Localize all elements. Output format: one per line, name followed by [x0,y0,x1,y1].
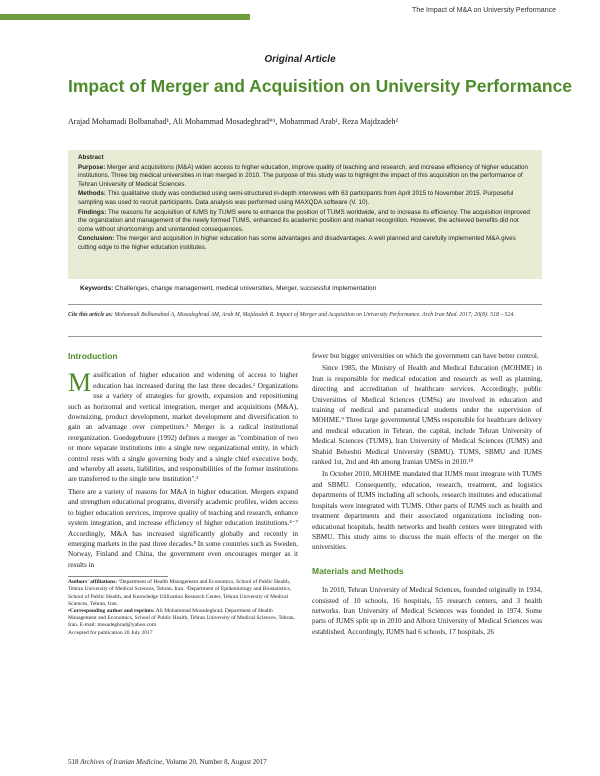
issue-info: Volume 20, Number 8, August 2017 [163,758,267,766]
abstract-conclusion [78,235,532,252]
right-paragraph-0: fewer but bigger universities on which the government can have better control. [312,352,539,360]
affiliations-label: Authors' affiliations: [68,579,118,586]
purpose-label: Purpose: [78,163,106,171]
running-head-bar [0,14,250,20]
abstract-purpose [78,164,532,190]
accepted-date: Accepted for publication 20 July 2017 [68,629,153,636]
corresponding-label: •Corresponding author and reprints: [68,607,155,614]
cite-label: Cite this article as: [68,312,113,318]
right-column [312,351,542,639]
findings-label: Findings: [78,208,107,216]
findings-text: The reasons for acquisition of IUMS by TUMS were to enhance the position of TUMS worldwide, and to increase its efficiency. The acquisition improved the organization and management of the newly formed TUMS, enhanced its academic position and market recognition. However, the achieved benefits did not come without shortcomings and unintended consequences. [78,208,530,233]
affiliation-rule [68,576,168,577]
abstract-box [68,150,542,279]
intro-p1-text: assification of higher education and widening of access to higher education has increased during the last three decades.¹ Organizations use a variety of strategies for growth, expansion and repositioning such as horizontal and vertical integration, merger and acquisitions (M&A), downsizing, product development, market development and diversification to gain an advantage over competitors.² Merger is a radical institutional reorganization. Goedegebuure (1992) defines a merger as "combination of two or more separate institutions into a single new organizational entity, in which control rests with a single governing body and a single chief executive body, and whereby all assets, liabilities, and responsibilities of the former institutions are transferred to the single new institution".³ [68,371,298,484]
methods-paragraph: In 2010, Tehran University of Medical Sciences, founded originally in 1934, consisted of 10 schools, 16 hospitals, 55 research centers, and 3 health networks. Iran University of Medical Sciences was founded in 1974. Some parts of IUMS split up in 2010 and Alborz University of Medical Sciences was established. Accordingly, IUMS had 6 schools, 17 hospitals, 26 [312,586,542,636]
running-head-text: The Impact of M&A on University Performance [412,7,556,14]
affiliations [68,579,298,637]
left-column [68,351,298,637]
article-title: Impact of Merger and Acquisition on University Performance [68,76,573,96]
right-paragraph-2: In October 2010, MOHME mandated that IUMS must integrate with TUMS and SBMU. Consequently, education, research, treatment, and logistics departments of IUMS including all schools, research institutes and educational hospitals were integrated with TUMS. Other parts of IUMS such as health and treatment departments and their associated organizations including non-educational hospitals, health networks and health centers were integrated with SBMU. This study aims to discuss the main effects of the merger on the universities. [312,470,542,552]
methods-text: This qualitative study was conducted using semi-structured in-depth interviews with 63 participants from April 2015 to November 2015. Purposeful sampling was used to recruit participants. Data analysis was performed using MAXQDA software (V. 10). [78,190,514,206]
keywords-label: Keywords: [80,285,114,292]
intro-paragraph-2: There are a variety of reasons for M&A in higher education. Mergers expand and strengthen educational programs, diversify academic profiles, widen access to higher education services, improve quality of teaching and research, enhance system integration, and increase efficiency of higher education institutions.⁴⁻⁷ Accordingly, M&A has increased significantly globally and recently in emerging markets in the past three decades.⁸ In some countries such as Sweden, Norway, Finland and China, the government even encourages merger as it results in [68,487,298,569]
methods-label: Methods: [78,190,106,198]
methods-heading: Materials and Methods [312,565,404,576]
conclusion-label: Conclusion: [78,235,115,243]
abstract-heading: Abstract [78,154,104,161]
divider-top [68,304,542,305]
running-head [0,0,600,22]
abstract-methods [78,190,532,207]
conclusion-text: The merger and acquisition in higher education has some advantages and disadvantages. A well planned and carefully implemented M&A gives cutting edge to the higher education institutes. [78,235,516,251]
purpose-text: Merger and acquisitions (M&A) widen access to higher education, improve quality of teaching and research, and increase efficiency of higher education institutions. Three big medical universities in Iran merged in 2010. The purpose of this study was to highlight the impact of this acquisition on the performance of Tehran University of Medical Sciences. [78,163,529,188]
cite-text: Mohamadi Bolbanabad A, Mosadeghrad AM, Arab M, Majdzadeh R. Impact of Merger and Acquisition on University Performance. Arch Iran Med. 2017; 20(8): 518 – 524. [112,312,515,318]
keywords-text: Challenges, change management, medical universities, Merger, successful implementation [113,285,377,292]
citation [68,311,542,319]
corresponding-text: Ali Mohammad Mosadeghrad, Department of Health Management and Economics, School of Public Health, Tehran University of Medical Sciences, Tehran, Iran. E-mail: mosadeghrad@yahoo.com [68,607,295,629]
drop-cap: M [68,368,92,398]
right-paragraph-1: Since 1985, the Ministry of Health and Medical Education (MOHME) in Iran is responsible for medical education and research as well as planning, directing and accreditation of healthcare services. Accordingly, public Universities of Medical Sciences (UMSs) are involved in education and training of medical and paramedical students under the supervision of MOHME.⁹ Three large governmental UMSs responsible for healthcare delivery and medical education in Tehran, the capital, include Tehran University of Medical Sciences (TUMS), Iran University of Medical Sciences (IUMS) and Shahid Beheshti Medical University (SBMU). TUMS, SBMU and IUMS ranked 1st, 2nd and 4th among Iranian UMSs in 2010.¹⁰ [312,364,542,467]
article-type: Original Article [264,54,336,65]
affiliations-text: ¹Department of Health Management and Economics, School of Public Health, Tehran University of Medical Sciences, Tehran, Iran. ²Department of Epidemiology and Biostatistics, School of Public Health, and Knowledge Utilization Research Center, Tehran University of Medical Sciences, Tehran, Iran. [68,579,292,607]
intro-paragraph-1 [68,370,298,484]
intro-heading: Introduction [68,351,118,361]
journal-name: Archives of Iranian Medicine, [80,758,164,766]
divider-bottom [68,336,542,337]
section-spacer [312,555,542,566]
abstract-findings [78,209,532,235]
page-footer [68,758,267,766]
keywords [80,285,376,292]
page-number: 518 [68,758,79,766]
author-list: Arajad Mohamadi Bolbanabad¹, Ali Mohammad Mosadeghrad*¹, Mohammad Arab¹, Reza Majdzadeh² [68,117,398,126]
